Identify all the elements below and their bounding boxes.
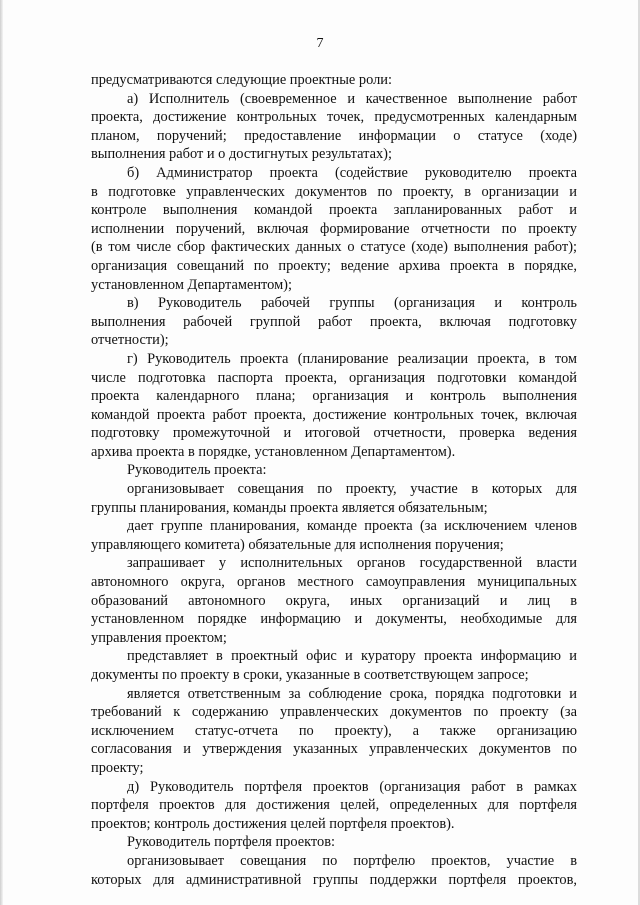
text-line: командой проекта работ проекта, достижение контрольных точек, включая <box>91 406 577 423</box>
text-line: организация совещаний по проекту; ведение архива проекта в порядке, <box>91 257 577 274</box>
text-line: которых для административной группы поддержки портфеля проектов, <box>91 871 577 888</box>
text-line: планом, поручений; предоставление информации о статусе (ходе) <box>91 127 577 144</box>
text-line: числе подготовка паспорта проекта, организация подготовки командой <box>91 369 577 386</box>
text-line: организовывает совещания по портфелю проектов, участие в <box>127 852 577 869</box>
page-number: 7 <box>316 36 324 51</box>
text-line: д) Руководитель портфеля проектов (организация работ в рамках <box>127 778 577 795</box>
text-line: проекту; <box>91 759 144 776</box>
text-line: Руководитель портфеля проектов: <box>127 834 336 851</box>
text-line: проекта календарного плана; организация и контроль выполнения <box>91 388 577 405</box>
text-line: документы по проекту в сроки, указанные в соответствующем запросе; <box>91 667 529 683</box>
text-line: предусматриваются следующие проектные роли: <box>91 72 392 88</box>
text-line: б) Администратор проекта (содействие руководителю проекта <box>127 164 577 181</box>
text-line: автономного округа, органов местного самоуправления муниципальных <box>91 574 577 591</box>
text-line: (в том числе сбор фактических данных о статусе (ходе) выполнения работ); <box>91 239 577 256</box>
text-line: проектов; контроль достижения целей портфеля проектов). <box>91 815 455 832</box>
document-body <box>91 71 577 889</box>
text-line: исключением статус-отчета по проекту), а также организацию <box>91 722 577 739</box>
text-line: запрашивает у исполнительных органов государственной власти <box>127 555 577 572</box>
text-line: в) Руководитель рабочей группы (организация и контроль <box>127 295 577 312</box>
text-line: установленном Департаментом); <box>91 276 292 293</box>
text-line: группы планирования, команды проекта является обязательным; <box>91 499 488 516</box>
text-line: организовывает совещания по проекту, участие в которых для <box>127 481 577 498</box>
text-line: портфеля проектов для достижения целей, определенных для портфеля <box>91 797 577 814</box>
text-line: в подготовке управленческих документов по проекту, в организации и <box>91 183 577 200</box>
text-line: управляющего комитета) обязательные для исполнения поручения; <box>91 536 504 553</box>
text-line: подготовку промежуточной и итоговой отчетности, проверка ведения <box>91 425 577 442</box>
text-line: согласования и утверждения указанных управленческих документов по <box>91 741 577 758</box>
text-line: отчетности); <box>91 332 169 349</box>
text-line: является ответственным за соблюдение срока, порядка подготовки и <box>127 685 577 702</box>
text-line: выполнения рабочей группой работ проекта, включая подготовку <box>91 313 577 330</box>
text-line: архива проекта в порядке, установленном Департаментом). <box>91 443 456 460</box>
text-line: образований автономного округа, иных организаций и лиц в <box>91 592 577 609</box>
text-line: дает группе планирования, команде проекта (за исключением членов <box>127 518 577 535</box>
text-line: исполнении поручений, включая формирование отчетности по проекту <box>91 220 577 237</box>
text-line: Руководитель проекта: <box>127 462 267 479</box>
text-line: установленном порядке информацию и документы, необходимые для <box>91 611 577 628</box>
text-line: проекта, достижение контрольных точек, предусмотренных календарным <box>91 109 577 126</box>
text-line: а) Исполнитель (своевременное и качественное выполнение работ <box>127 90 577 107</box>
text-line: контроле выполнения командой проекта запланированных работ и <box>91 202 577 219</box>
text-line: г) Руководитель проекта (планирование реализации проекта, в том <box>127 350 577 367</box>
text-line: требований к содержанию управленческих документов по проекту (за <box>91 704 577 721</box>
text-line: выполнения работ и о достигнутых результатах); <box>91 146 392 163</box>
text-line: управления проектом; <box>91 629 227 646</box>
text-line: представляет в проектный офис и куратору проекта информацию и <box>127 648 577 665</box>
scan-edge-left <box>0 0 3 905</box>
